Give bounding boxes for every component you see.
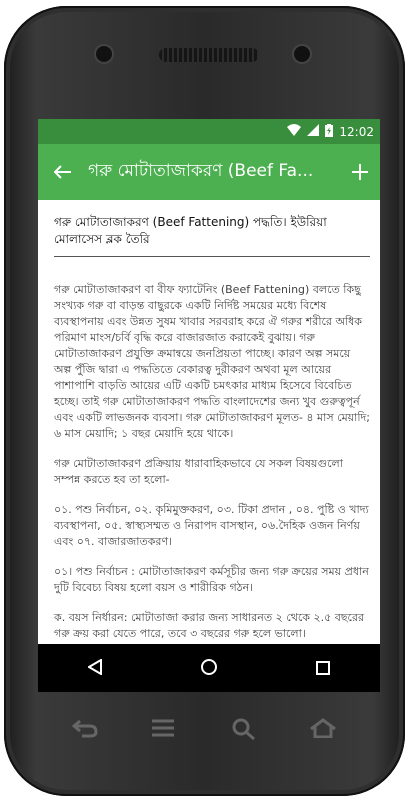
camera-lens: [96, 46, 112, 62]
system-nav-bar: [38, 644, 380, 692]
article-paragraph: ০১। পশু নির্বাচন : মোটাতাজাকরণ কর্মসূচীর জন্য গরু ক্রয়ের সময় প্রধান দুটি বিবেচ্য বিষয় হলো বয়স ও শারীরিক গঠন।: [54, 565, 369, 594]
nav-recents-icon[interactable]: [316, 656, 330, 680]
status-time: 12:02: [339, 124, 374, 139]
nav-back-icon[interactable]: [88, 656, 102, 680]
hardware-search-icon[interactable]: [232, 718, 256, 746]
nav-home-icon[interactable]: [201, 656, 217, 680]
back-arrow-icon[interactable]: [38, 160, 88, 184]
phone-frame: [4, 6, 405, 796]
hardware-home-icon[interactable]: [309, 718, 337, 744]
article-heading: গরু মোটাতাজাকরণ (Beef Fattening) পদ্ধতি। ইউরিয়া মোলাসেস ব্লক তৈরি: [54, 214, 370, 257]
article-paragraph: ক. বয়স নির্ধারন: মোটাতাজা করার জন্য সাধারনত ২ থেকে ২.৫ বছরের গরু ক্রয় করা যেতে পারে, তবে ৩ বছরের গরু হলে ভালো।: [54, 611, 365, 640]
device-screen: [38, 119, 380, 692]
add-icon[interactable]: [340, 158, 380, 186]
article-content: [38, 200, 380, 642]
article-paragraph: গরু মোটাতাজাকরণ বা বীফ ফ্যাটেনিং (Beef Fattening) বলতে কিছু সংখ্যক গরু বা বাড়ন্ত বাছুরকে একটি নির্দিষ্ট সময়ের মধ্যে বিশেষ ব্যবস্থাপনায় এবং উন্নত সুষম খাবার সরবরাহ করে ঐ গরুর শরীরে অধিক পরিমাণ মাংস/চর্বি বৃদ্ধি করে বাজারজাত করাকেই বুঝায়। গরু মোটাতাজাকরণ প্রযুক্তি ক্রমান্বয়ে জনপ্রিয়তা পাচ্ছে। কারণ অল্প সময়ে অল্প পুঁজি দ্বারা এ পদ্ধতিতে বেকারত্ব দুরীকরণ অথবা মূল আয়ের পাশাপাশি বাড়তি আয়ের এটি একটি চমৎকার মাধ্যম হিসেবে বিবেচিত হচ্ছে। তাই গরু মোটাতাজাকরণ পদ্ধতি বাংলাদেশের জন্য খুব গুরুত্বপূর্ন এবং একটি লাভজনক ব্যবসা। গরু মোটাতাজাকরণ মূলত- ৪ মাস মেয়াদি; ৬ মাস মেয়াদি; ১ বছর মেয়াদি হয়ে থাকে।: [54, 283, 370, 440]
battery-icon: [325, 124, 333, 140]
article-paragraph: ০১. পশু নির্বাচন, ০২. কৃমিমুক্তকরণ, ০৩. টিকা প্রদান , ০৪. পুষ্টি ও খাদ্য ব্যবস্থাপনা, ০৫. স্বাস্থ্যসম্মত ও নিরাপদ বাসস্থান, ০৬.দৈহিক ওজন নির্ণয় এবং ০৭. বাজারজাতকরণ।: [54, 503, 369, 548]
front-sensor: [294, 46, 310, 62]
earpiece-speaker: [159, 48, 259, 62]
status-bar: [38, 119, 380, 144]
app-bar: [38, 144, 380, 200]
hardware-menu-icon[interactable]: [150, 718, 176, 744]
wifi-icon: [287, 124, 301, 139]
hardware-back-icon[interactable]: [72, 718, 98, 744]
signal-icon: [307, 124, 319, 139]
page-title: গরু মোটাতাজাকরণ (Beef Fa...: [88, 161, 314, 181]
article-paragraph: গরু মোটাতাজাকরণ প্রক্রিয়ায় ধারাবাহিকভাবে যে সকল বিষয়গুলো সম্পন্ন করতে হব তা হলো-: [54, 457, 343, 486]
